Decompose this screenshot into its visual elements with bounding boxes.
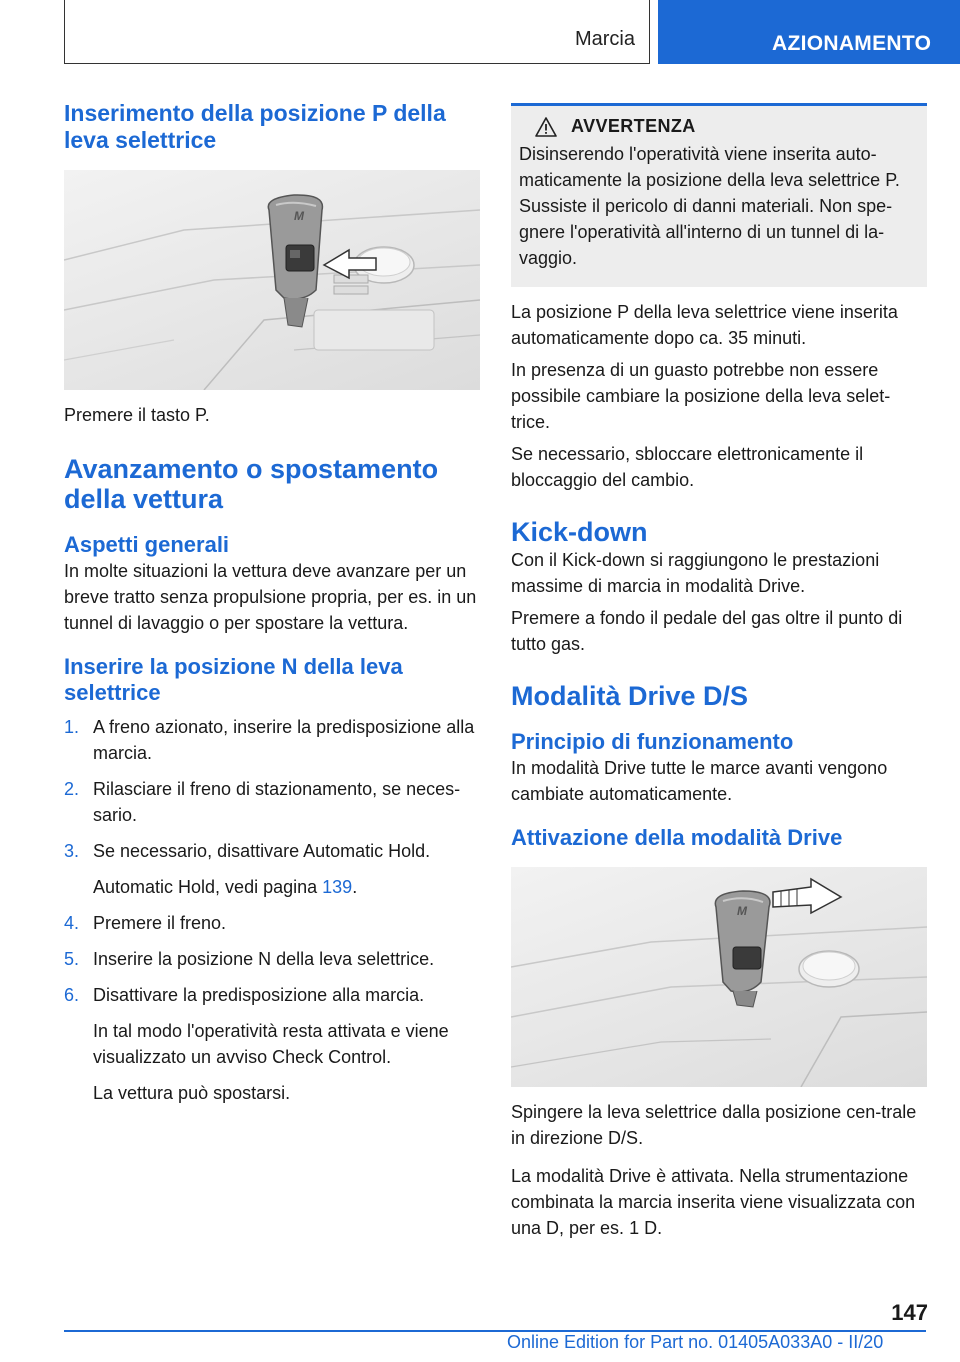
heading-activate-drive: Attivazione della modalità Drive xyxy=(511,825,843,850)
left-column xyxy=(64,100,480,1116)
heading-park-position: Inserimento della posizione P della leva selettrice xyxy=(64,100,446,153)
warning-text: Disinserendo l'operatività viene inserita auto-maticamente la posizione della leva selettrice P. Sussiste il pericolo di danni materiali. Non spe-gnere l'operatività all'interno di un tunnel di la-vaggio. xyxy=(519,144,900,268)
heading-general-aspects: Aspetti generali xyxy=(64,532,230,557)
warning-box xyxy=(511,106,927,287)
page-number: 147 xyxy=(891,1300,928,1325)
caption-drive: Spingere la leva selettrice dalla posizione cen-trale in direzione D/S. xyxy=(511,1102,917,1148)
paragraph-general: In molte situazioni la vettura deve avanzare per un breve tratto senza propulsione propria, per es. in un tunnel di lavaggio o per spostare la vettura. xyxy=(64,561,477,633)
page-reference: Automatic Hold, vedi pagina 139. xyxy=(93,877,358,897)
paragraph-unlock: Se necessario, sbloccare elettronicamente il bloccaggio del cambio. xyxy=(511,444,864,490)
neutral-steps-list xyxy=(64,714,480,1106)
paragraph-principle: In modalità Drive tutte le marce avanti vengono cambiate automaticamente. xyxy=(511,758,888,804)
list-item: 5. Inserire la posizione N della leva selettrice. xyxy=(64,949,435,969)
list-item: 3. Se necessario, disattivare Automatic Hold. Automatic Hold, vedi pagina 139. xyxy=(64,838,480,900)
paragraph-kick-1: Con il Kick-down si raggiungono le prestazioni massime di marcia in modalità Drive. xyxy=(511,550,880,596)
list-item: 1. A freno azionato, inserire la predisposizione alla marcia. xyxy=(64,717,475,763)
heading-principle: Principio di funzionamento xyxy=(511,729,794,754)
figure-park-selector xyxy=(64,170,480,390)
right-column xyxy=(511,103,927,1241)
figure-drive-selector xyxy=(511,867,927,1087)
heading-kick-down: Kick-down xyxy=(511,517,648,547)
page-link-139[interactable]: 139 xyxy=(322,877,353,897)
list-item: 2. Rilasciare il freno di stazionamento, se neces-sario. xyxy=(64,779,461,825)
heading-moving-vehicle: Avanzamento o spostamento della vettura xyxy=(64,454,439,514)
warning-triangle-icon xyxy=(535,117,557,137)
heading-neutral-position: Inserire la posizione N della leva selettrice xyxy=(64,654,403,705)
paragraph-drive-active: La modalità Drive è attivata. Nella strumentazione combinata la marcia inserita viene visualizzata con una D, per es. 1 D. xyxy=(511,1166,916,1238)
list-item: 4. Premere il freno. xyxy=(64,913,227,933)
gear-selector-p-button-illustration xyxy=(64,170,480,390)
svg-text:M: M xyxy=(737,904,747,918)
footer-edition: Online Edition for Part no. 01405A033A0 - II/20 xyxy=(507,1332,884,1352)
header-section-box xyxy=(64,0,650,64)
header-section-title: Marcia xyxy=(574,28,635,50)
svg-text:M: M xyxy=(294,209,304,223)
header-chapter-tab: AZIONAMENTO xyxy=(658,0,960,64)
paragraph-fault: In presenza di un guasto potrebbe non essere possibile cambiare la posizione della leva selet-trice. xyxy=(511,360,891,432)
paragraph-auto-park: La posizione P della leva selettrice viene inserita automaticamente dopo ca. 35 minuti. xyxy=(511,302,898,348)
heading-drive-mode: Modalità Drive D/S xyxy=(511,681,749,711)
caption-park: Premere il tasto P. xyxy=(64,405,210,425)
list-item: 6. Disattivare la predisposizione alla marcia. In tal modo l'operatività resta attivata e viene visualizzato un avviso Check Control. La vettura può spostarsi. xyxy=(64,985,449,1103)
gear-selector-push-ds-illustration xyxy=(511,867,927,1087)
warning-title: AVVERTENZA xyxy=(571,116,696,136)
warning-header xyxy=(519,116,919,137)
paragraph-kick-2: Premere a fondo il pedale del gas oltre il punto di tutto gas. xyxy=(511,608,903,654)
